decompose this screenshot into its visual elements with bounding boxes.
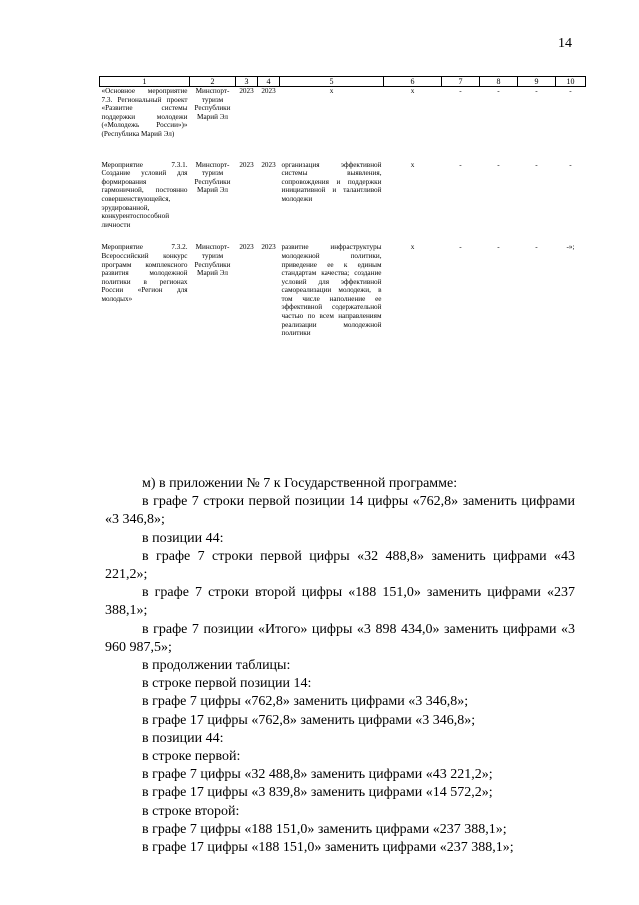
paragraph: в строке второй: xyxy=(142,803,240,819)
cell-start-year: 2023 xyxy=(239,160,254,169)
paragraph: в графе 7 строки второй цифры «188 151,0» заменить цифрами «237 388,1»; xyxy=(105,585,575,619)
cell-col10: - xyxy=(569,160,572,169)
col-header: 2 xyxy=(190,77,236,87)
cell-end-year: 2023 xyxy=(261,160,276,169)
cell-result: организация эффективной системы выявления, сопровождения и поддержки инициативной и талантливой молодежи xyxy=(281,160,382,203)
cell-executor: Минспорт-туризм Республики Марий Эл xyxy=(194,160,231,195)
page-number: 14 xyxy=(558,36,572,51)
cell-col8: - xyxy=(497,160,500,169)
paragraph: в графе 7 цифры «762,8» заменить цифрами «3 346,8»; xyxy=(142,694,469,710)
paragraph: в позиции 44: xyxy=(142,530,224,546)
cell-col9: - xyxy=(535,243,538,252)
cell-col9: - xyxy=(535,160,538,169)
table-row xyxy=(100,229,586,338)
cell-end-year: 2023 xyxy=(261,243,276,252)
cell-col8: - xyxy=(497,243,500,252)
col-header: 3 xyxy=(236,77,258,87)
paragraph: в графе 7 цифры «188 151,0» заменить цифрами «237 388,1»; xyxy=(142,821,507,837)
col-header: 8 xyxy=(480,77,518,87)
col-header: 6 xyxy=(384,77,442,87)
paragraph: в строке первой: xyxy=(142,749,241,765)
paragraph: в строке первой позиции 14: xyxy=(142,676,312,692)
cell-col10: -»; xyxy=(566,243,575,252)
cell-result: развитие инфраструктуры молодежной политики, приведение ее к единым стандартам качества; создание условий для эффективной самореализации молодежи, в том числе наполнение ее эффективной содержательной частью по всем направлениям реализации молодежной политики xyxy=(281,243,382,338)
paragraph: в графе 7 позиции «Итого» цифры «3 898 434,0» заменить цифрами «3 960 987,5»; xyxy=(105,621,575,655)
cell-measure-name: Мероприятие 7.3.2. Всероссийский конкурс программ комплексного развития молодежной политики в регионах России «Регион для молодых» xyxy=(101,243,188,303)
paragraph: в графе 7 строки первой цифры «32 488,8» заменить цифрами «43 221,2»; xyxy=(105,548,575,583)
cell-col6: х xyxy=(410,160,415,169)
col-header: 10 xyxy=(556,77,586,87)
amendment-text xyxy=(105,475,575,857)
paragraph: в продолжении таблицы: xyxy=(142,658,291,674)
cell-measure-name: «Основное мероприятие 7.3. Региональный проект «Развитие системы поддержки молодежи («Молодежь России»)» (Республика Марий Эл) xyxy=(101,87,188,138)
cell-start-year: 2023 xyxy=(239,243,254,252)
paragraph: в графе 17 цифры «3 839,8» заменить цифрами «14 572,2»; xyxy=(142,785,493,801)
col-header: 4 xyxy=(258,77,280,87)
table-row xyxy=(100,139,586,230)
paragraph: в графе 7 строки первой позиции 14 цифры «762,8» заменить цифрами «3 346,8»; xyxy=(105,494,575,528)
paragraph: в графе 7 цифры «32 488,8» заменить цифрами «43 221,2»; xyxy=(142,767,493,783)
cell-start-year: 2023 xyxy=(239,87,254,95)
col-header: 1 xyxy=(100,77,190,87)
cell-result: х xyxy=(329,87,334,95)
cell-col8: - xyxy=(497,87,500,95)
cell-col7: - xyxy=(459,160,462,169)
cell-col7: - xyxy=(459,243,462,252)
measures-table xyxy=(99,76,586,338)
paragraph: м) в приложении № 7 к Государственной программе: xyxy=(142,476,458,491)
table-header-row xyxy=(100,77,586,87)
cell-executor: Минспорт-туризм Республики Марий Эл xyxy=(194,243,231,278)
cell-executor: Минспорт-туризм Республики Марий Эл xyxy=(194,87,231,121)
col-header: 9 xyxy=(518,77,556,87)
cell-end-year: 2023 xyxy=(261,87,276,95)
col-header: 7 xyxy=(442,77,480,87)
paragraph: в графе 17 цифры «188 151,0» заменить цифрами «237 388,1»; xyxy=(142,840,514,856)
cell-col9: - xyxy=(535,87,538,95)
cell-col10: - xyxy=(569,87,572,95)
paragraph: в графе 17 цифры «762,8» заменить цифрами «3 346,8»; xyxy=(142,712,476,728)
table-row xyxy=(100,87,586,139)
cell-col6: х xyxy=(410,243,415,252)
cell-measure-name: Мероприятие 7.3.1. Создание условий для формирования гармоничной, постоянно совершенствующейся, эрудированной, конкурентоспособной личности xyxy=(101,160,188,229)
cell-col7: - xyxy=(459,87,462,95)
paragraph: в позиции 44: xyxy=(142,730,224,746)
cell-col6: х xyxy=(410,87,415,95)
col-header: 5 xyxy=(280,77,384,87)
